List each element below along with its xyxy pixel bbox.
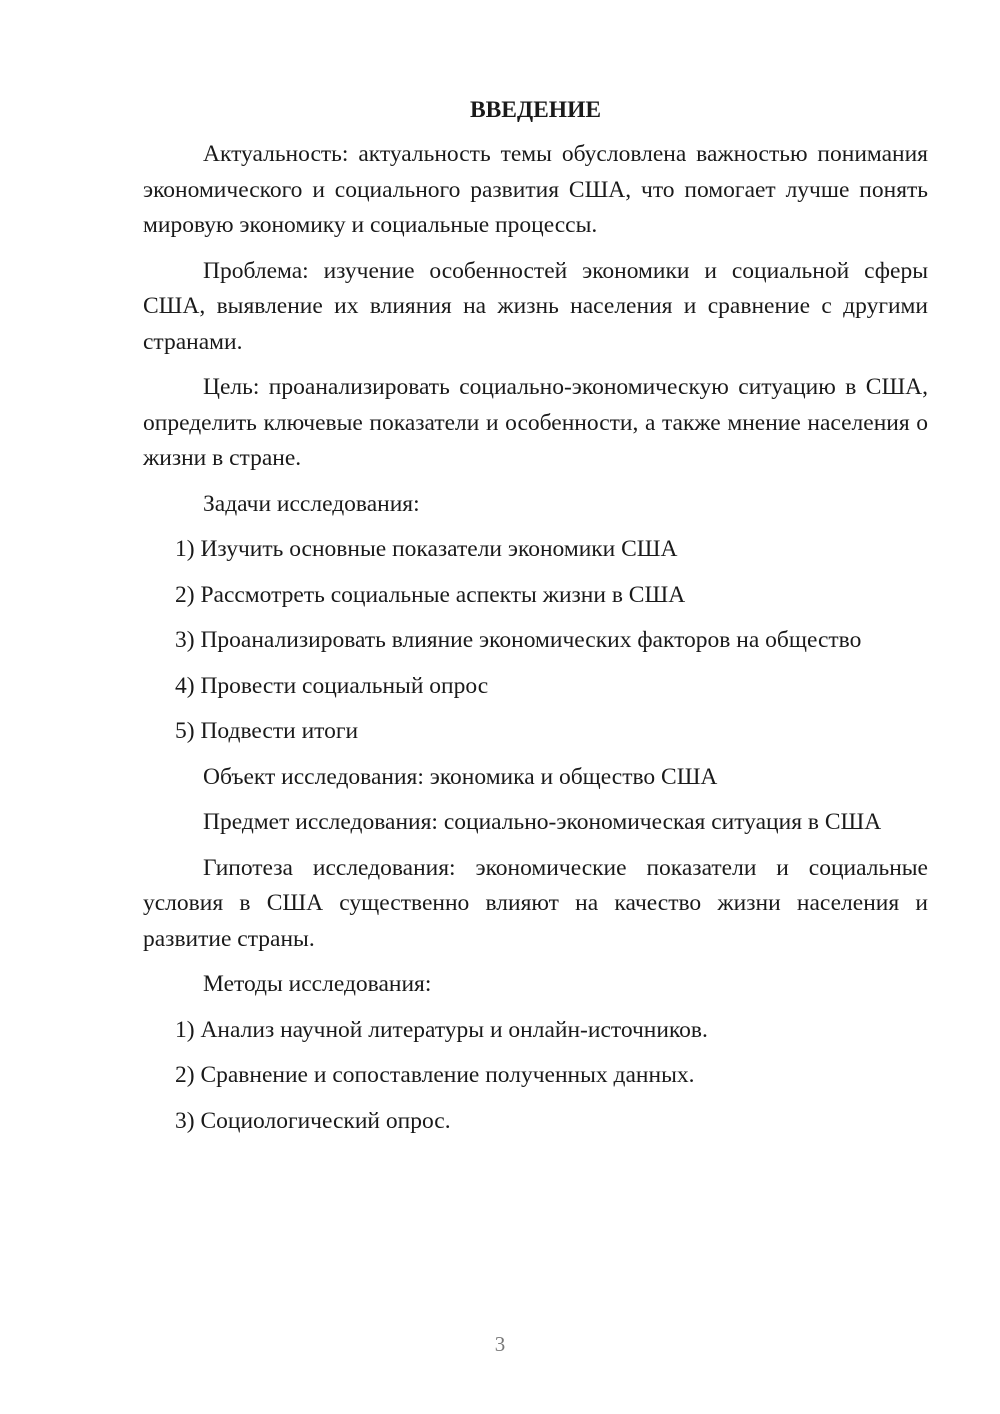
relevance-paragraph: Актуальность: актуальность темы обусловлена важностью понимания экономического и социального развития США, что помогает лучше понять мировую экономику и социальные процессы.	[143, 141, 928, 238]
tasks-list	[143, 532, 928, 750]
list-item: 2) Сравнение и сопоставление полученных данных.	[175, 1062, 695, 1088]
list-item: 3) Социологический опрос.	[175, 1107, 451, 1134]
tasks-heading: Задачи исследования:	[203, 490, 420, 517]
object-line: Объект исследования: экономика и общество США	[203, 763, 718, 790]
methods-heading: Методы исследования:	[203, 971, 432, 997]
list-item: 2) Рассмотреть социальные аспекты жизни в США	[175, 581, 686, 608]
goal-paragraph: Цель: проанализировать социально-экономическую ситуацию в США, определить ключевые показатели и особенности, а также мнение населения о жизни в стране.	[143, 374, 928, 471]
list-item: 1) Анализ научной литературы и онлайн-источников.	[175, 1016, 708, 1043]
hypothesis-paragraph: Гипотеза исследования: экономические показатели и социальные условия в США существенно влияют на качество жизни населения и развитие страны.	[143, 854, 928, 952]
problem-paragraph: Проблема: изучение особенностей экономики и социальной сферы США, выявление их влияния на жизнь населения и сравнение с другими странами.	[143, 257, 928, 355]
page-title: ВВЕДЕНИЕ	[469, 97, 602, 123]
subject-line: Предмет исследования: социально-экономическая ситуация в США	[203, 809, 882, 835]
list-item: 3) Проанализировать влияние экономических факторов на общество	[175, 627, 862, 653]
list-item: 4) Провести социальный опрос	[175, 672, 489, 699]
list-item: 5) Подвести итоги	[175, 718, 359, 744]
list-item: 1) Изучить основные показатели экономики США	[175, 536, 678, 562]
page-number: 3	[494, 1332, 506, 1356]
document-page	[143, 95, 928, 1149]
methods-list	[143, 1013, 928, 1140]
